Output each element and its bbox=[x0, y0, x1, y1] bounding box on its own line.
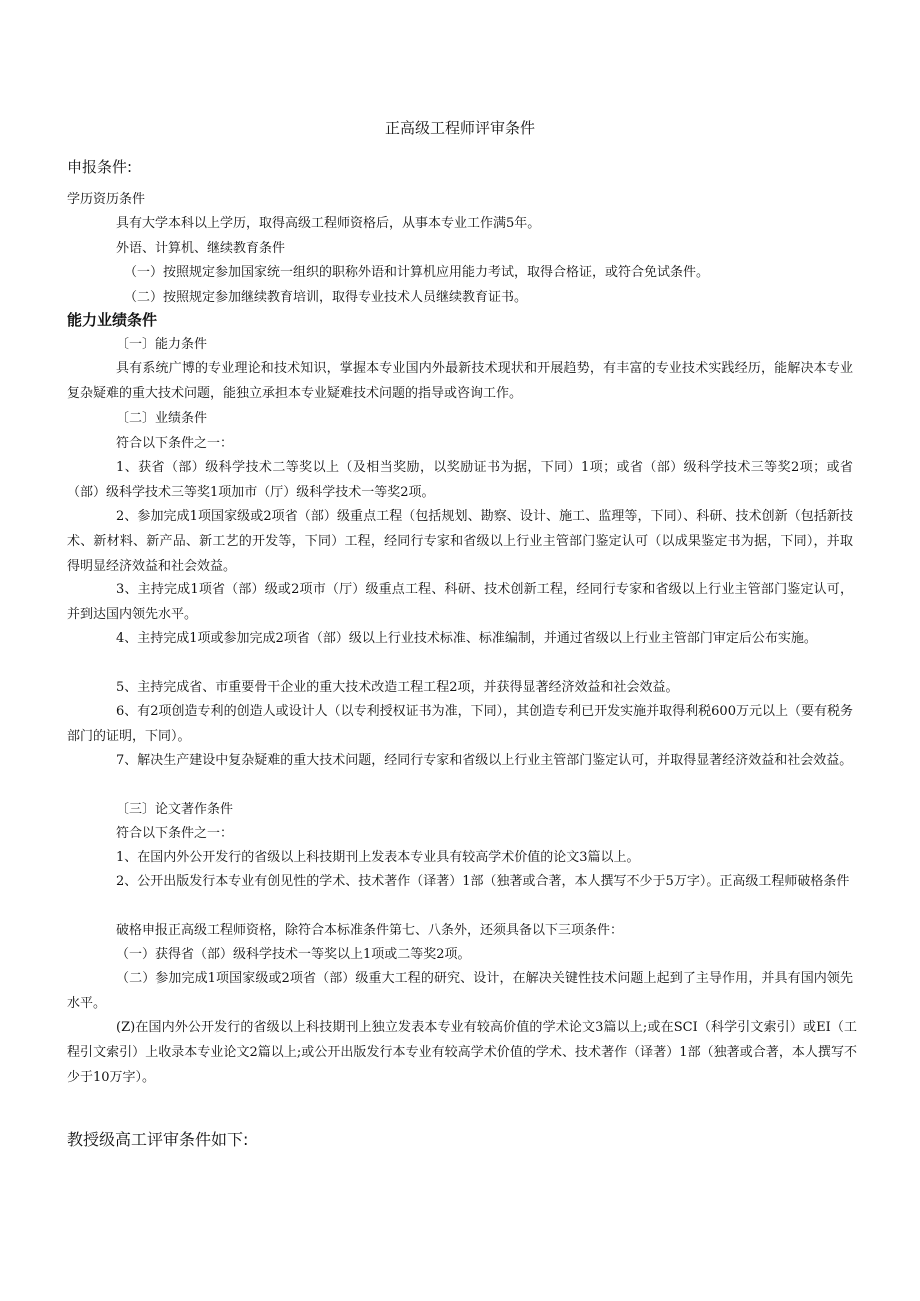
language-item-1: （一）按照规定参加国家统一组织的职称外语和计算机应用能力考试，取得合格证，或符合免试条件。 bbox=[124, 265, 710, 280]
language-heading: 外语、计算机、继续教育条件 bbox=[116, 241, 286, 256]
papers-item-2: 2、公开出版发行本专业有创见性的学术、技术著作（译著）1部（独著或合著，本人撰写不少于5万字）。正高级工程师破格条件 bbox=[116, 874, 850, 889]
section-heading-professor: 教授级高工评审条件如下: bbox=[67, 1130, 249, 1149]
performance-item-6: 6、有2项创造专利的创造人或设计人（以专利授权证书为准，下同），其创造专利已开发实施并取得利税600万元以上（要有税务部门的证明，下同）。 bbox=[67, 704, 853, 744]
performance-item-3: 3、主持完成1项省（部）级或2项市（厅）级重点工程、科研、技术创新工程，经同行专家和省级以上行业主管部门鉴定认可，并到达国内领先水平。 bbox=[67, 582, 853, 622]
exception-item-3: (Z)在国内外公开发行的省级以上科技期刊上独立发表本专业有较高价值的学术论文3篇以上;或在SCI（科学引文索引）或EI（工程引文索引）上收录本专业论文2篇以上;或公开出版发行本专业有较高学术价值的学术、技术著作（译著）1部（独著或合著，本人撰写不少于10万字）。 bbox=[67, 1020, 857, 1085]
performance-item-2: 2、参加完成1项国家级或2项省（部）级重点工程（包括规划、勘察、设计、施工、监理等，下同）、科研、技术创新（包括新技术、新材料、新产品、新工艺的开发等，下同）工程，经同行专家和省级以上行业主管部门鉴定认可（以成果鉴定书为据，下同），并取得明显经济效益和社会效益。 bbox=[67, 509, 853, 574]
exception-item-1: （一）获得省（部）级科学技术一等奖以上1项或二等奖2项。 bbox=[116, 947, 471, 962]
performance-intro: 符合以下条件之一： bbox=[116, 436, 234, 451]
qualification-text: 具有大学本科以上学历，取得高级工程师资格后，从事本专业工作满5年。 bbox=[116, 216, 541, 231]
papers-item-1: 1、在国内外公开发行的省级以上科技期刊上发表本专业具有较高学术价值的论文3篇以上。 bbox=[116, 850, 640, 865]
performance-item-5: 5、主持完成省、市重要骨干企业的重大技术改造工程工程2项，并获得显著经济效益和社会效益。 bbox=[116, 680, 679, 695]
section-heading-ability: 能力业绩条件 bbox=[67, 311, 158, 329]
performance-item-4: 4、主持完成1项或参加完成2项省（部）级以上行业技术标准、标准编制，并通过省级以上行业主管部门审定后公布实施。 bbox=[116, 631, 817, 646]
performance-item-1: 1、获省（部）级科学技术二等奖以上（及相当奖励，以奖励证书为据，下同）1项；或省（部）级科学技术三等奖2项；或省（部）级科学技术三等奖1项加市（厅）级科学技术一等奖2项。 bbox=[67, 460, 853, 500]
performance-subheading: 〔二〕业绩条件 bbox=[116, 411, 208, 426]
performance-item-7: 7、解决生产建设中复杂疑难的重大技术问题，经同行专家和省级以上行业主管部门鉴定认可，并取得显著经济效益和社会效益。 bbox=[116, 753, 853, 768]
ability-paragraph: 具有系统广博的专业理论和技术知识，掌握本专业国内外最新技术现状和开展趋势，有丰富的专业技术实践经历，能解决本专业复杂疑难的重大技术问题，能独立承担本专业疑难技术问题的指导或咨询工作。 bbox=[67, 361, 853, 401]
exception-intro: 破格申报正高级工程师资格，除符合本标准条件第七、八条外，还须具备以下三项条件： bbox=[116, 923, 624, 938]
page-title: 正高级工程师评审条件 bbox=[384, 119, 535, 137]
section-heading-apply: 申报条件: bbox=[67, 158, 133, 176]
exception-item-2: （二）参加完成1项国家级或2项省（部）级重大工程的研究、设计，在解决关键性技术问题上起到了主导作用，并具有国内领先水平。 bbox=[67, 971, 853, 1011]
qualification-heading: 学历资历条件 bbox=[67, 192, 146, 207]
papers-intro: 符合以下条件之一： bbox=[116, 826, 234, 841]
language-item-2: （二）按照规定参加继续教育培训，取得专业技术人员继续教育证书。 bbox=[124, 290, 528, 305]
ability-subheading: 〔一〕能力条件 bbox=[116, 337, 208, 352]
papers-subheading: 〔三〕论文著作条件 bbox=[116, 802, 234, 817]
